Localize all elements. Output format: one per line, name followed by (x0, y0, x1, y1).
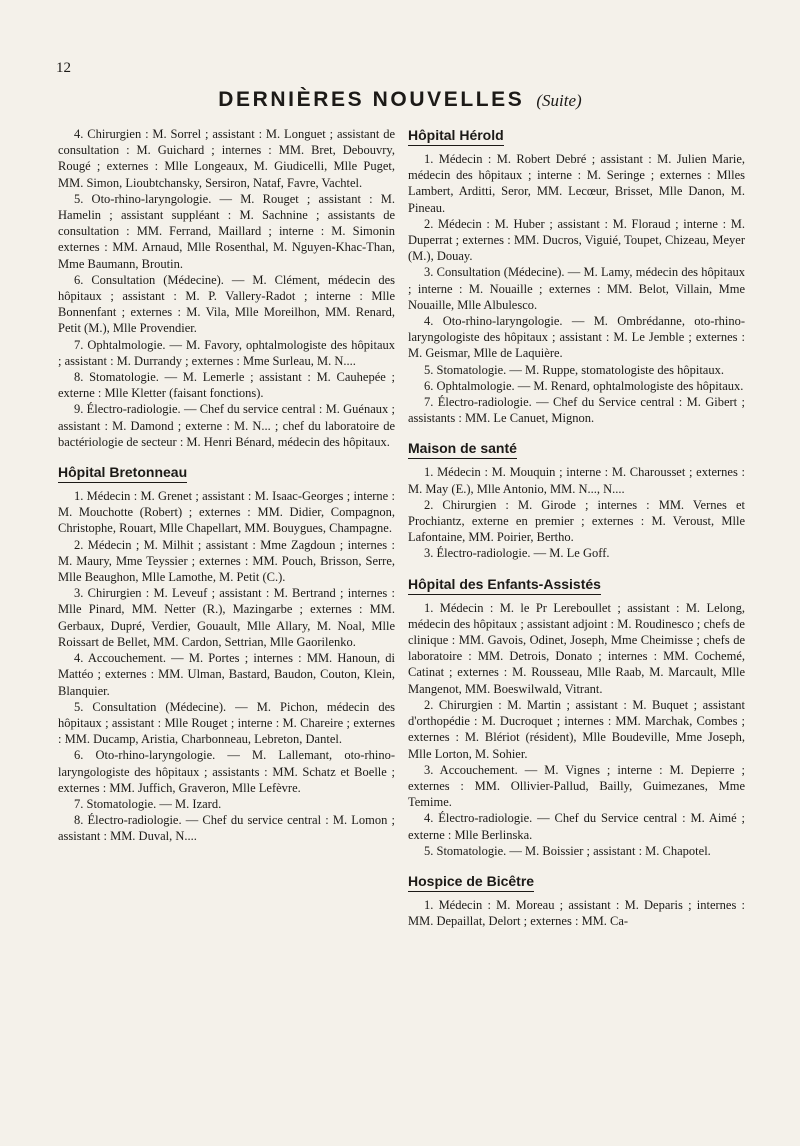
intro-paragraph: 5. Oto-rhino-laryngologie. — M. Rouget ; assistant : M. Hamelin ; assistant suppléant : M. Sachnine ; assistants de consultation : MM. Ferrand, Maillard ; interne : M. Simonin externes : MM. Arnaud, Mlle Rosenthal, M. Nguyen-Khac-Than, Mme Baumann, Broutin. (58, 191, 395, 271)
intro-paragraph: 9. Électro-radiologie. — Chef du service central : M. Guénaux ; assistant : M. Damond ; externe : M. N... ; chef du laboratoire de bactériologie de secteur : M. Henri Bénard, médecin des hôpitaux. (58, 402, 395, 449)
section-paragraph: 2. Médecin ; M. Milhit ; assistant : Mme Zagdoun ; internes : M. Maury, Mme Teyssier ; externes : MM. Pouch, Brisson, Serre, Mlle Beaughon, Mlle Lamothe, M. Petit (C.). (58, 537, 395, 585)
intro-paragraph: 6. Consultation (Médecine). — M. Clément, médecin des hôpitaux ; assistant : M. P. Vallery-Radot ; interne : Mlle Bonnenfant ; externes : M. Vila, Mlle Moreilhon, MM. Renard, Petit (M.), Mlle Provendier. (58, 272, 395, 336)
intro-paragraph: 8. Stomatologie. — M. Lemerle ; assistant : M. Cauhepée ; externe : Mlle Kletter (faisant fonctions). (58, 370, 395, 401)
section-paragraph: 8. Électro-radiologie. — Chef du service central : M. Lomon ; assistant : MM. Duval, N.... (58, 813, 395, 844)
right-column (408, 126, 745, 929)
section-paragraph: 3. Accouchement. — M. Vignes ; interne : M. Depierre ; externes : MM. Ollivier-Pallud, Bailly, Guimezanes, Mme Temime. (408, 762, 745, 810)
section-paragraph: 7. Électro-radiologie. — Chef du Service central : M. Gibert ; assistants : MM. Le Canuet, Mignon. (408, 395, 745, 426)
intro-block (58, 126, 395, 450)
section-paragraph: 1. Médecin : M. Moreau ; assistant : M. Deparis ; internes : MM. Depaillat, Delort ; externes : MM. Ca- (408, 897, 745, 929)
section-paragraph: 1. Médecin : M. le Pr Lereboullet ; assistant : M. Lelong, médecin des hôpitaux ; assistant adjoint : M. Roudinesco ; chefs de clinique : MM. Gavois, Odinet, Joseph, Mme Cheimisse ; chefs de laboratoire : MM. Detrois, Donato ; internes : MM. Cochemé, Catinat ; externes : M. Rousseau, Mlle Raab, M. Marcault, Mlle Mangenot, MM. Boeswilwald, Vitrant. (408, 600, 745, 696)
section-paragraph: 1. Médecin : M. Robert Debré ; assistant : M. Julien Marie, médecin des hôpitaux ; interne : M. Seringe ; externes : Mlles Lambert, Arditti, Seror, MM. Lecœur, Brisset, Mlle Danon, M. Pineau. (408, 152, 745, 215)
section-heading: Hospice de Bicêtre (408, 872, 534, 892)
section-hopital-bretonneau (58, 463, 395, 844)
section-heading: Hôpital Hérold (408, 126, 504, 146)
intro-paragraph: 4. Chirurgien : M. Sorrel ; assistant : M. Longuet ; assistant de consultation : M. Guichard ; internes : MM. Bret, Debouvry, Rougé ; externes : Mlle Longeaux, M. Giudicelli, Mlle Puget, MM. Simon, Lioubtchansky, Sersiron, Nataf, Favre, Vachtel. (58, 127, 395, 190)
section-paragraph: 1. Médecin : M. Grenet ; assistant : M. Isaac-Georges ; interne : M. Mouchotte (Robert) ; externes : MM. Didier, Compagnon, Christophe, Rouart, Mlle Chapellart, MM. Bouygues, Champagne. (58, 489, 395, 536)
section-paragraph: 5. Stomatologie. — M. Ruppe, stomatologiste des hôpitaux. (424, 362, 724, 377)
section-heading: Maison de santé (408, 439, 517, 459)
section-paragraph: 1. Médecin : M. Mouquin ; interne : M. Charousset ; externes : M. May (E.), Mlle Antonio, MM. N..., N.... (408, 465, 745, 496)
section-paragraph: 5. Consultation (Médecine). — M. Pichon, médecin des hôpitaux ; assistant : Mlle Rouget ; interne : M. Chareire ; externes : MM. Ducamp, Aristia, Charbonneau, Lebreton, Dantel. (58, 699, 395, 747)
intro-paragraph: 7. Ophtalmologie. — M. Favory, ophtalmologiste des hôpitaux ; assistant : M. Durrandy ; externes : Mme Surleau, M. N.... (58, 337, 395, 368)
left-column (58, 126, 395, 845)
section-heading: Hôpital des Enfants-Assistés (408, 575, 601, 595)
section-paragraph: 2. Chirurgien : M. Girode ; internes : MM. Vernes et Prochiantz, externe en premier ; externes : M. Veroust, Mlle Lafontaine, MM. Poirier, Bertho. (408, 497, 745, 545)
running-title-text: DERNIÈRES NOUVELLES (218, 88, 525, 111)
section-paragraph: 6. Ophtalmologie. — M. Renard, ophtalmologiste des hôpitaux. (424, 378, 744, 393)
section-hospice-de-bicetre (408, 872, 745, 929)
page-number: 12 (56, 60, 71, 76)
running-title-suffix: (Suite) (536, 91, 582, 110)
section-paragraph: 3. Chirurgien : M. Leveuf ; assistant : M. Bertrand ; internes : Mlle Pinard, MM. Netter (R.), Mazingarbe ; externes : MM. Gerbaux, Dupré, Verdier, Gouault, Mlle Allary, M. Noal, Mlle Roissart de Bellet, MM. Cardon, Settrian, Mlle Gaorilenko. (58, 586, 395, 649)
section-paragraph: 4. Oto-rhino-laryngologie. — M. Ombrédanne, oto-rhino-laryngologiste des hôpitaux ; assistant : M. Le Jemble ; externes : M. Geismar, Mlle de Laquière. (408, 314, 745, 361)
section-paragraph: 5. Stomatologie. — M. Boissier ; assistant : M. Chapotel. (424, 843, 711, 858)
section-paragraph: 2. Chirurgien : M. Martin ; assistant : M. Buquet ; assistant d'orthopédie : M. Ducroquet ; internes : MM. Marchak, Combes ; externes : M. Blériot (résident), Mlle Boudeville, Mme Joseph, Mlle Lorton, M. Sohier. (408, 697, 745, 761)
section-paragraph: 3. Consultation (Médecine). — M. Lamy, médecin des hôpitaux ; interne : M. Nouaille ; externes : MM. Belot, Villain, Mme Nouaille, Mlle Albulesco. (408, 265, 745, 312)
section-paragraph: 3. Électro-radiologie. — M. Le Goff. (424, 546, 610, 561)
running-title (0, 88, 800, 112)
section-hopital-herold (408, 126, 745, 426)
section-paragraph: 7. Stomatologie. — M. Izard. (74, 796, 222, 811)
section-maison-de-sante (408, 439, 745, 561)
section-enfants-assistes (408, 575, 745, 859)
section-paragraph: 4. Accouchement. — M. Portes ; internes : MM. Hanoun, di Mattéo ; externes : MM. Ulman, Bastard, Baudon, Couton, Klein, Blanquier. (58, 651, 395, 698)
section-paragraph: 2. Médecin : M. Huber ; assistant : M. Floraud ; interne : M. Duperrat ; externes : MM. Ducros, Viguié, Toupet, Chizeau, Meyer (M.), Douay. (408, 216, 745, 264)
section-paragraph: 6. Oto-rhino-laryngologie. — M. Lallemant, oto-rhino-laryngologiste des hôpitaux ; assistants : MM. Schatz et Boelle ; externes : MM. Juffich, Graveron, Mlle Lefèvre. (58, 748, 395, 795)
section-heading: Hôpital Bretonneau (58, 463, 187, 483)
section-paragraph: 4. Électro-radiologie. — Chef du Service central : M. Aimé ; externe : Mlle Berlinska. (408, 811, 745, 842)
